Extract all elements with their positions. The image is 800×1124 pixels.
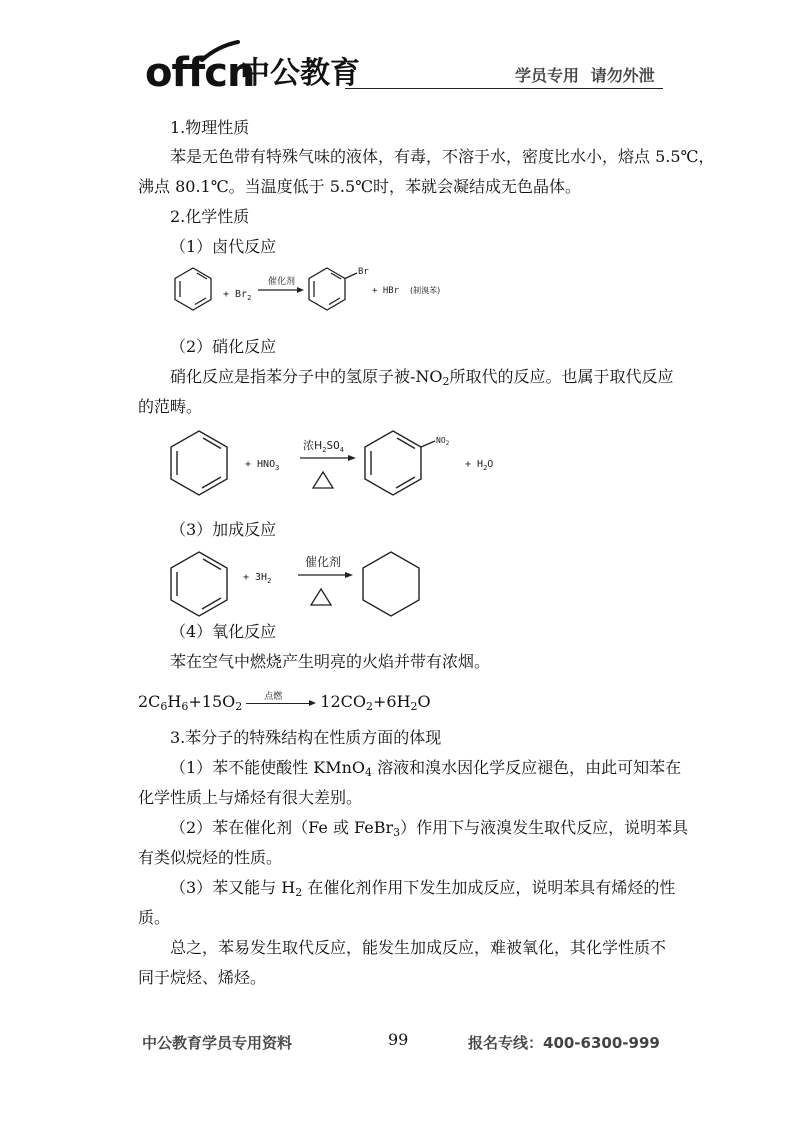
physical-heading: 1.物理性质 — [170, 118, 250, 137]
chemical-heading: 2.化学性质 — [170, 207, 250, 226]
physical-line-1: 苯是无色带有特殊气味的液体，有毒，不溶于水，密度比水小，熔点 5.5℃， — [170, 147, 715, 166]
arrow-head-icon — [297, 287, 304, 293]
combustion-equation: $2C_6H_6+15O_2$ 点燃 $12CO_2+6H_2O$ — [138, 692, 431, 712]
logo-chinese-name: 中公教育 — [240, 56, 360, 91]
structure-1-line-1: （1）苯不能使酸性 KMnO$_4$ 溶液和溴水因化学反应褪色，由此可知苯在 — [170, 758, 682, 779]
halogenation-reaction — [165, 262, 485, 320]
header-note: 学员专用 请勿外泄 — [515, 66, 655, 85]
nitration-line-1: 硝化反应是指苯分子中的氢原子被$-NO_2$所取代的反应。也属于取代反应 — [170, 367, 674, 388]
logo-wordmark: offcn — [145, 50, 255, 96]
halogenation-substituent: Br — [358, 267, 369, 277]
cyclohexane-structure — [363, 552, 419, 616]
structure-2-line-2: 有类似烷烃的性质。 — [138, 848, 283, 867]
halogenation-reagent: + $Br_2$ — [223, 289, 252, 302]
structure-3-line-2: 质。 — [138, 908, 171, 927]
halogenation-note: (制溴苯) — [410, 286, 441, 295]
addition-condition: 催化剂 — [305, 555, 342, 569]
structure-heading: 3.苯分子的特殊结构在性质方面的体现 — [170, 728, 442, 747]
header-rule — [345, 88, 663, 89]
nitration-heading: （2）硝化反应 — [170, 337, 277, 356]
footer-hotline: 报名专线：400-6300-999 — [468, 1034, 660, 1052]
nitration-reaction — [165, 425, 525, 505]
nitration-byproduct: + $H_2O$ — [465, 459, 494, 472]
structure-1-line-2: 化学性质上与烯烃有很大差别。 — [138, 788, 363, 807]
nitration-reagent: + $HNO_3$ — [245, 459, 280, 472]
bromobenzene-structure — [309, 268, 357, 310]
halogenation-byproduct: + HBr — [372, 286, 400, 296]
summary-line-2: 同于烷烃、烯烃。 — [138, 968, 267, 987]
structure-3-line-1: （3）苯又能与 $H_2$ 在催化剂作用下发生加成反应，说明苯具有烯烃的性 — [170, 878, 676, 899]
nitrobenzene-structure — [365, 431, 435, 495]
arrow-head-icon — [345, 572, 353, 578]
halogenation-heading: （1）卤代反应 — [170, 237, 277, 256]
addition-reagent: + $3H_2$ — [243, 572, 272, 585]
benzene-structure — [175, 268, 211, 310]
physical-line-2: 沸点 80.1℃。当温度低于 5.5℃时，苯就会凝结成无色晶体。 — [138, 177, 582, 196]
oxidation-heading: （4）氧化反应 — [170, 622, 277, 641]
summary-line-1: 总之，苯易发生取代反应，能发生加成反应，难被氧化，其化学性质不 — [170, 938, 667, 957]
nitration-substituent: $NO_2$ — [436, 436, 450, 447]
footer-left-text: 中公教育学员专用资料 — [142, 1034, 293, 1052]
combustion-arrow — [246, 693, 316, 707]
logo-swoosh-icon — [200, 40, 240, 62]
oxidation-line: 苯在空气中燃烧产生明亮的火焰并带有浓烟。 — [170, 652, 491, 671]
nitration-condition: 浓$H_2SO_4$ — [303, 439, 344, 454]
heat-triangle-icon — [313, 472, 333, 488]
arrow-head-icon — [309, 700, 316, 706]
benzene-structure — [171, 431, 227, 495]
combustion-condition: 点燃 — [264, 692, 283, 702]
heat-triangle-icon — [311, 589, 331, 605]
addition-reaction — [165, 546, 425, 624]
arrow-head-icon — [348, 455, 356, 461]
benzene-structure — [171, 552, 227, 616]
addition-heading: （3）加成反应 — [170, 520, 277, 539]
structure-2-line-1: （2）苯在催化剂（Fe 或 FeBr$_3$）作用下与液溴发生取代反应，说明苯具 — [170, 818, 689, 839]
page-number: 99 — [388, 1030, 409, 1049]
halogenation-condition: 催化剂 — [268, 277, 296, 287]
nitration-line-2: 的范畴。 — [138, 397, 203, 416]
